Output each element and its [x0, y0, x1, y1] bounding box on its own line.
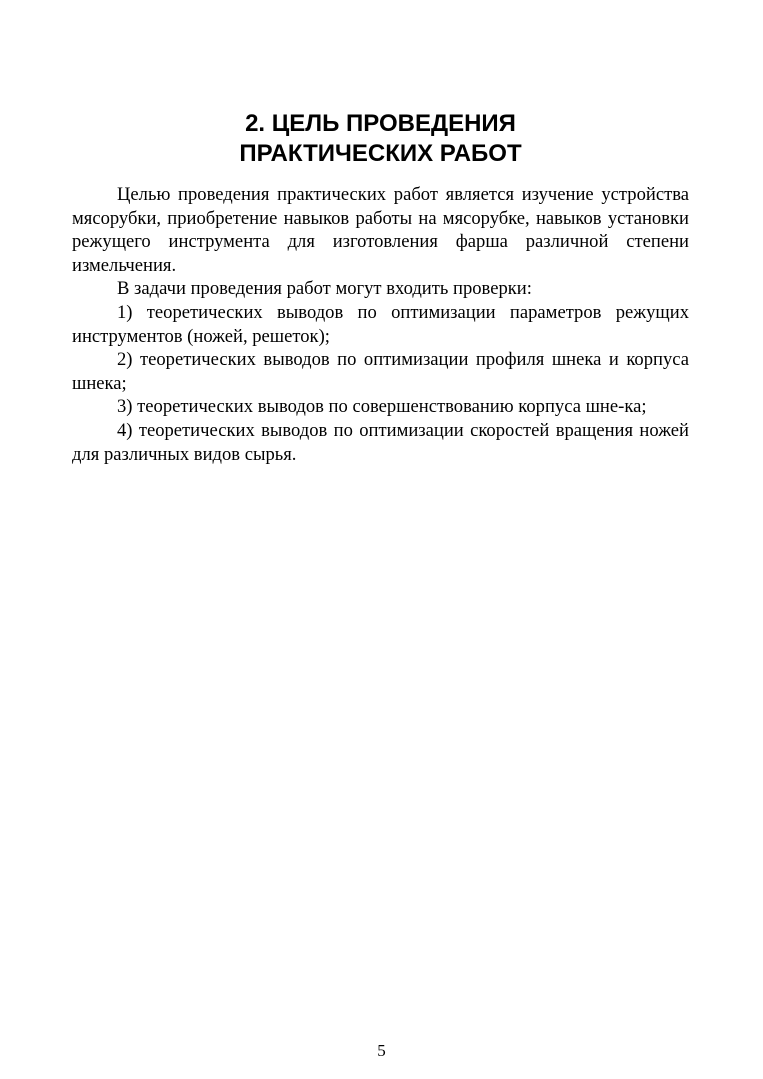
section-heading [70, 109, 691, 169]
paragraph-tasks-intro: В задачи проведения работ могут входить проверки: [117, 278, 532, 300]
list-item-3: 3) теоретических выводов по совершенствованию корпуса шне-ка; [117, 396, 647, 418]
heading-line-2: ПРАКТИЧЕСКИХ РАБОТ [239, 140, 522, 167]
list-item-2: 2) теоретических выводов по оптимизации профиля шнека и корпуса шнека; [72, 349, 689, 394]
heading-line-1: 2. ЦЕЛЬ ПРОВЕДЕНИЯ [245, 110, 516, 137]
list-item-1: 1) теоретических выводов по оптимизации параметров режущих инструментов (ножей, решеток); [72, 301, 689, 347]
body-text [72, 183, 689, 466]
list-item-4: 4) теоретических выводов по оптимизации скоростей вращения ножей для различных видов сырья. [72, 419, 689, 465]
paragraph-purpose: Целью проведения практических работ является изучение устройства мясорубки, приобретение навыков работы на мясорубке, навыков установки режущего инструмента для изготовления фарша различной степени измельчения. [72, 184, 689, 276]
page-number: 5 [377, 1041, 386, 1060]
